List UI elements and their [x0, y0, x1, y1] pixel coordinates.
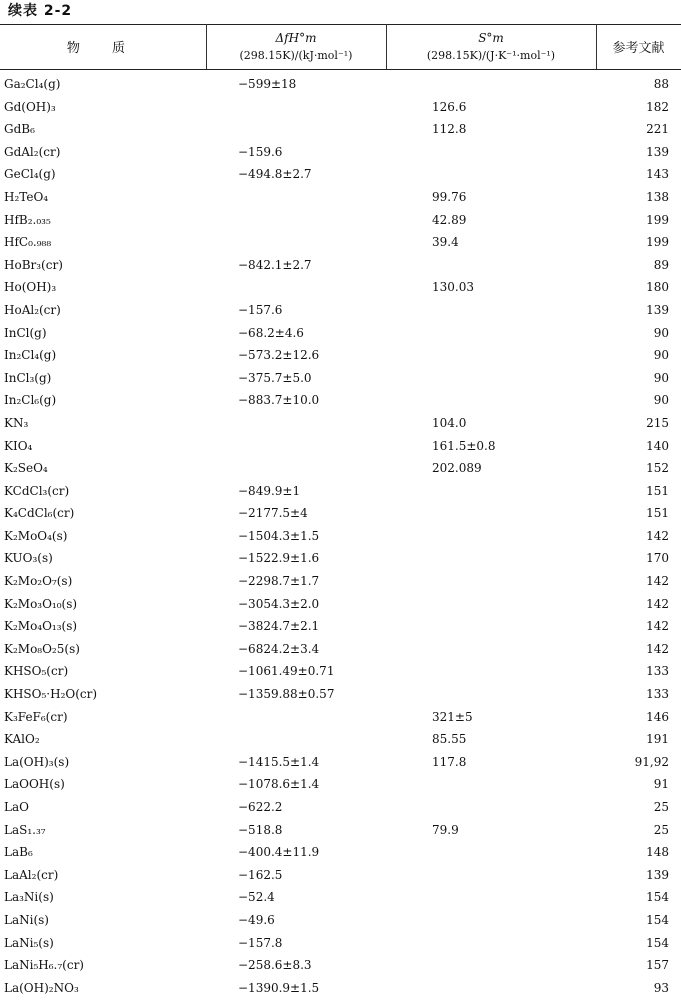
- cell-substance: LaNi₅(s): [4, 935, 54, 950]
- cell-substance: InCl(g): [4, 325, 47, 340]
- table-row: [0, 210, 681, 233]
- cell-enthalpy: −1522.9±1.6: [238, 551, 320, 566]
- table-row: [0, 300, 681, 323]
- cell-entropy: 85.55: [432, 732, 467, 747]
- cell-reference: 157: [646, 958, 669, 973]
- cell-reference: 151: [646, 483, 669, 498]
- cell-enthalpy: −400.4±11.9: [238, 845, 320, 860]
- header-substance: [0, 24, 206, 69]
- cell-substance: K₂Mo₂O₇(s): [4, 574, 73, 589]
- cell-substance: LaNi(s): [4, 912, 49, 927]
- cell-enthalpy: −49.6: [238, 912, 275, 927]
- cell-substance: K₂Mo₃O₁₀(s): [4, 596, 78, 611]
- table-row: [0, 933, 681, 956]
- cell-substance: La₃Ni(s): [4, 890, 54, 905]
- cell-enthalpy: −1390.9±1.5: [238, 980, 320, 995]
- cell-enthalpy: −162.5: [238, 867, 283, 882]
- cell-reference: 88: [653, 77, 669, 91]
- cell-reference: 93: [653, 980, 669, 995]
- cell-reference: 25: [653, 822, 669, 837]
- cell-substance: K₂SeO₄: [4, 461, 48, 476]
- cell-substance: La(OH)₂NO₃: [4, 980, 79, 995]
- cell-substance: GeCl₄(g): [4, 167, 56, 182]
- cell-reference: 140: [646, 438, 669, 453]
- cell-enthalpy: −573.2±12.6: [238, 348, 320, 363]
- table-row: [0, 390, 681, 413]
- cell-substance: La(OH)₃(s): [4, 754, 70, 769]
- table-body: [0, 74, 681, 1000]
- header-rule: [0, 69, 681, 70]
- cell-enthalpy: −157.6: [238, 302, 283, 317]
- cell-substance: KHSO₅·H₂O(cr): [4, 687, 98, 702]
- table-row: [0, 616, 681, 639]
- cell-entropy: 321±5: [432, 709, 473, 724]
- cell-reference: 143: [646, 167, 669, 182]
- cell-reference: 154: [646, 890, 669, 905]
- cell-reference: 90: [653, 370, 669, 385]
- cell-reference: 91,92: [634, 754, 669, 769]
- header-enthalpy: [206, 24, 386, 69]
- table-row: [0, 345, 681, 368]
- cell-enthalpy: −1061.49±0.71: [238, 664, 335, 679]
- table-row: [0, 978, 681, 1000]
- cell-substance: HfB₂.₀₃₅: [4, 212, 51, 227]
- cell-enthalpy: −3054.3±2.0: [238, 596, 320, 611]
- header-reference-label: 参考文献: [612, 41, 665, 56]
- cell-substance: GdAl₂(cr): [4, 144, 61, 159]
- cell-reference: 90: [653, 348, 669, 363]
- cell-enthalpy: −1504.3±1.5: [238, 528, 320, 543]
- cell-reference: 199: [646, 212, 669, 227]
- cell-substance: K₂MoO₄(s): [4, 528, 68, 543]
- table-row: [0, 232, 681, 255]
- cell-reference: 90: [653, 325, 669, 340]
- cell-enthalpy: −258.6±8.3: [238, 958, 312, 973]
- cell-entropy: 39.4: [432, 235, 459, 250]
- cell-substance: H₂TeO₄: [4, 189, 49, 204]
- cell-reference: 142: [646, 596, 669, 611]
- cell-reference: 25: [653, 800, 669, 814]
- cell-enthalpy: −622.2: [238, 800, 283, 814]
- cell-reference: 221: [646, 122, 669, 137]
- cell-substance: HoAl₂(cr): [4, 302, 61, 317]
- table-row: [0, 481, 681, 504]
- cell-substance: InCl₃(g): [4, 370, 52, 385]
- cell-enthalpy: −2177.5±4: [238, 506, 308, 521]
- cell-enthalpy: −842.1±2.7: [238, 257, 312, 272]
- table-row: [0, 955, 681, 978]
- cell-entropy: 112.8: [432, 122, 467, 137]
- cell-enthalpy: −157.8: [238, 935, 283, 950]
- cell-substance: LaO: [4, 800, 29, 814]
- cell-reference: 133: [646, 687, 669, 702]
- cell-entropy: 79.9: [432, 822, 459, 837]
- cell-reference: 142: [646, 619, 669, 634]
- table-row: [0, 323, 681, 346]
- cell-substance: KAlO₂: [4, 732, 40, 747]
- table-row: [0, 797, 681, 820]
- cell-enthalpy: −1359.88±0.57: [238, 687, 335, 702]
- cell-reference: 139: [646, 144, 669, 159]
- table-row: [0, 729, 681, 752]
- cell-enthalpy: −1078.6±1.4: [238, 777, 320, 792]
- cell-reference: 146: [646, 709, 669, 724]
- cell-reference: 151: [646, 506, 669, 521]
- header-substance-label: 物 质: [66, 41, 140, 56]
- cell-substance: In₂Cl₆(g): [4, 393, 57, 408]
- cell-reference: 142: [646, 574, 669, 589]
- table-row: [0, 571, 681, 594]
- table-row: [0, 684, 681, 707]
- cell-substance: KN₃: [4, 415, 29, 430]
- cell-enthalpy: −849.9±1: [238, 483, 301, 498]
- table-row: [0, 187, 681, 210]
- cell-reference: 133: [646, 664, 669, 679]
- cell-reference: 154: [646, 912, 669, 927]
- cell-enthalpy: −599±18: [238, 77, 297, 91]
- cell-reference: 138: [646, 189, 669, 204]
- cell-reference: 182: [646, 99, 669, 114]
- cell-enthalpy: −159.6: [238, 144, 283, 159]
- cell-substance: K₃FeF₆(cr): [4, 709, 68, 724]
- cell-entropy: 130.03: [432, 280, 474, 295]
- cell-reference: 215: [646, 415, 669, 430]
- cell-enthalpy: −52.4: [238, 890, 275, 905]
- cell-reference: 191: [646, 732, 669, 747]
- cell-substance: KHSO₅(cr): [4, 664, 69, 679]
- cell-substance: KIO₄: [4, 438, 33, 453]
- table-row: [0, 277, 681, 300]
- table-row: [0, 910, 681, 933]
- cell-substance: LaAl₂(cr): [4, 867, 59, 882]
- header-enthalpy-unit: (298.15K)/(kJ·mol⁻¹): [239, 49, 353, 62]
- cell-reference: 142: [646, 528, 669, 543]
- header-entropy-symbol: S°m: [478, 31, 504, 45]
- cell-reference: 139: [646, 302, 669, 317]
- cell-reference: 199: [646, 235, 669, 250]
- cell-enthalpy: −3824.7±2.1: [238, 619, 320, 634]
- table-row: [0, 639, 681, 662]
- cell-reference: 142: [646, 641, 669, 656]
- cell-substance: In₂Cl₄(g): [4, 348, 57, 363]
- table-row: [0, 526, 681, 549]
- cell-enthalpy: −68.2±4.6: [238, 325, 304, 340]
- table-row: [0, 413, 681, 436]
- cell-reference: 180: [646, 280, 669, 295]
- header-reference: [596, 24, 681, 69]
- table-row: [0, 458, 681, 481]
- table-row: [0, 548, 681, 571]
- cell-enthalpy: −6824.2±3.4: [238, 641, 320, 656]
- table-row: [0, 436, 681, 459]
- table-row: [0, 119, 681, 142]
- cell-reference: 139: [646, 867, 669, 882]
- cell-substance: Gd(OH)₃: [4, 99, 56, 114]
- cell-substance: Ho(OH)₃: [4, 280, 57, 295]
- table-row: [0, 842, 681, 865]
- cell-substance: HfC₀.₉₈₈: [4, 235, 52, 250]
- cell-substance: LaOOH(s): [4, 777, 65, 792]
- table-row: [0, 594, 681, 617]
- cell-substance: HoBr₃(cr): [4, 257, 63, 272]
- cell-enthalpy: −1415.5±1.4: [238, 754, 320, 769]
- cell-reference: 91: [653, 777, 669, 792]
- cell-substance: LaS₁.₃₇: [4, 822, 46, 837]
- table-row: [0, 707, 681, 730]
- cell-substance: LaB₆: [4, 845, 33, 860]
- cell-reference: 148: [646, 845, 669, 860]
- cell-enthalpy: −518.8: [238, 822, 283, 837]
- cell-substance: GdB₆: [4, 122, 35, 137]
- cell-reference: 89: [653, 257, 669, 272]
- cell-enthalpy: −375.7±5.0: [238, 370, 312, 385]
- cell-substance: LaNi₅H₆.₇(cr): [4, 958, 84, 973]
- table-row: [0, 661, 681, 684]
- cell-entropy: 161.5±0.8: [432, 438, 496, 453]
- cell-substance: KUO₃(s): [4, 551, 53, 566]
- cell-entropy: 202.089: [432, 461, 482, 476]
- cell-enthalpy: −2298.7±1.7: [238, 574, 320, 589]
- table-row: [0, 74, 681, 97]
- table-row: [0, 865, 681, 888]
- cell-substance: Ga₂Cl₄(g): [4, 77, 61, 91]
- header-entropy: [386, 24, 596, 69]
- table-row: [0, 142, 681, 165]
- cell-substance: K₂Mo₈O₂5(s): [4, 641, 80, 656]
- cell-substance: KCdCl₃(cr): [4, 483, 70, 498]
- table-row: [0, 752, 681, 775]
- cell-entropy: 117.8: [432, 754, 467, 769]
- cell-reference: 90: [653, 393, 669, 408]
- table-row: [0, 503, 681, 526]
- cell-enthalpy: −494.8±2.7: [238, 167, 312, 182]
- cell-substance: K₄CdCl₆(cr): [4, 506, 75, 521]
- table-row: [0, 368, 681, 391]
- table-row: [0, 164, 681, 187]
- table-row: [0, 820, 681, 843]
- cell-reference: 152: [646, 461, 669, 476]
- table-caption: 续表 2-2: [8, 3, 73, 19]
- cell-entropy: 126.6: [432, 99, 467, 114]
- cell-reference: 170: [646, 551, 669, 566]
- header-entropy-unit: (298.15K)/(J·K⁻¹·mol⁻¹): [426, 49, 556, 62]
- cell-substance: K₂Mo₄O₁₃(s): [4, 619, 78, 634]
- table-row: [0, 887, 681, 910]
- cell-entropy: 104.0: [432, 415, 467, 430]
- cell-reference: 154: [646, 935, 669, 950]
- cell-enthalpy: −883.7±10.0: [238, 393, 320, 408]
- cell-entropy: 99.76: [432, 189, 467, 204]
- table-row: [0, 97, 681, 120]
- header-enthalpy-symbol: ΔfH°m: [275, 31, 317, 45]
- cell-entropy: 42.89: [432, 212, 467, 227]
- table-row: [0, 774, 681, 797]
- table-row: [0, 255, 681, 278]
